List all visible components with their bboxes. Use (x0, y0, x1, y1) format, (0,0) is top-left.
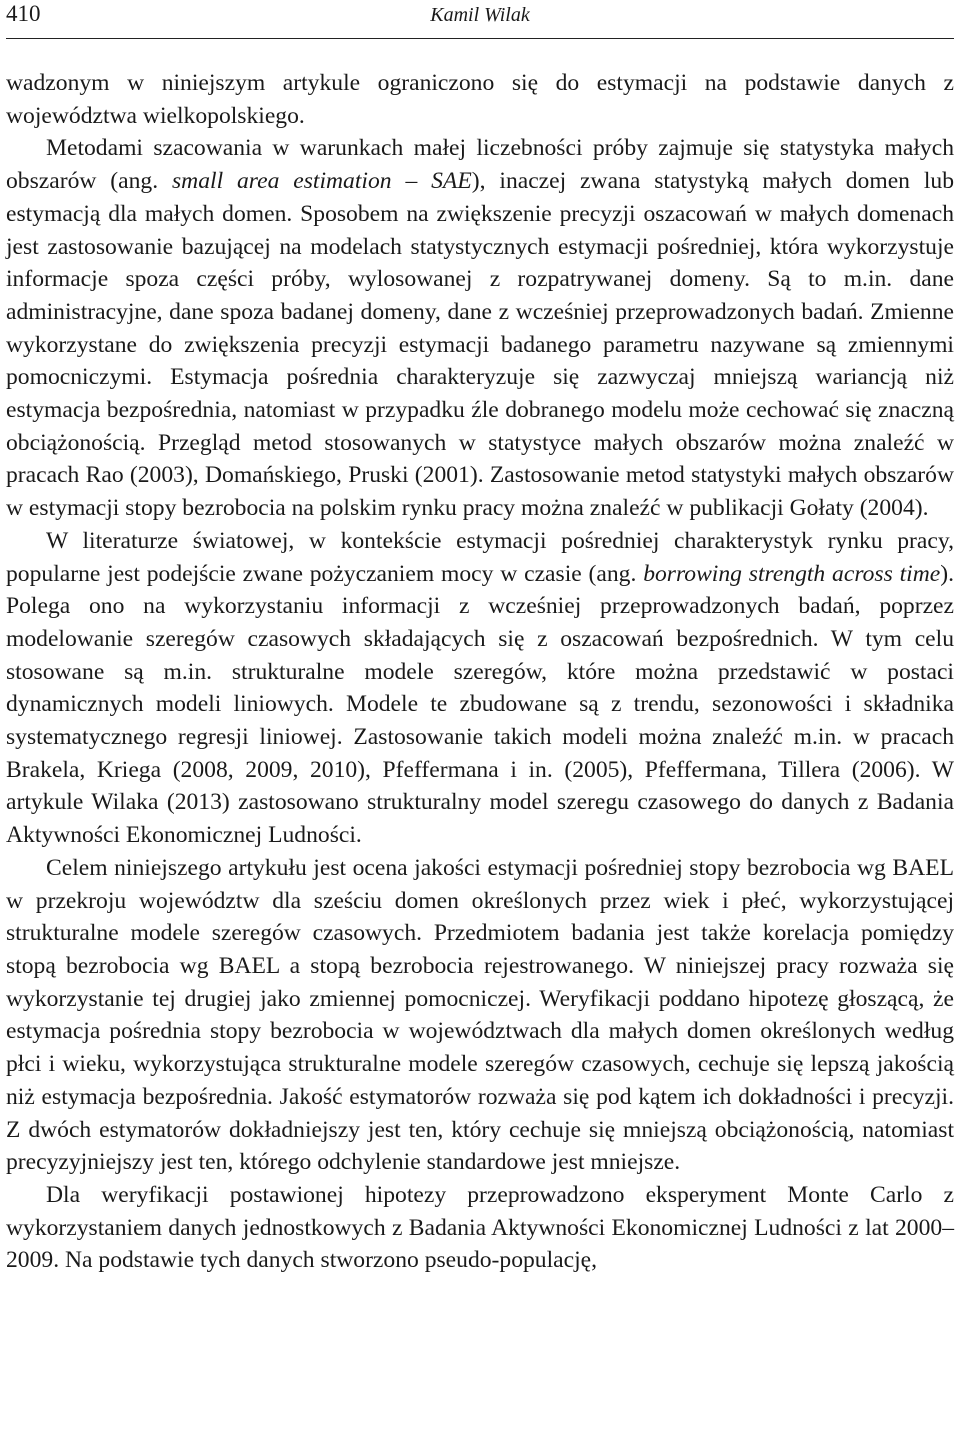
page-header (6, 0, 954, 39)
paragraph-text: wadzonym w niniejszym artykule ograniczono się do estymacji na podstawie danych z województwa wielkopolskiego. (6, 70, 954, 129)
paragraph-sae (6, 132, 954, 524)
body-text (6, 67, 954, 1277)
page-number: 410 (6, 1, 41, 26)
paragraph-aim (6, 852, 954, 1179)
paragraph-monte-carlo (6, 1179, 954, 1277)
paragraph-text: ). Polega ono na wykorzystaniu informacji z wcześniej przeprowadzonych badań, poprzez modelowanie szeregów czasowych składających się z oszacowań bezpośrednich. W tym celu stosowane są m.in. strukturalne modele szeregów, które można przedstawić w postaci dynamicznych modeli liniowych. Modele te zbudowane są z trendu, sezonowości i składnika systematycznego regresji liniowej. Zastosowanie takich modeli można znaleźć m.in. w pracach Brakela, Kriega (2008, 2009, 2010), Pfeffermana i in. (2005), Pfeffermana, Tillera (2006). W artykule Wilaka (2013) zastosowano strukturalny model szeregu czasowego do danych z Badania Aktywności Ekonomicznej Ludności. (6, 560, 954, 849)
paragraph-text: W literaturze światowej, w kontekście estymacji pośredniej charakterystyk rynku pracy, popularne jest podejście zwane pożyczaniem mocy w czasie (ang. (6, 527, 954, 587)
italic-term: borrowing strength across time (643, 560, 941, 587)
paragraph-borrowing-strength (6, 525, 954, 852)
paragraph-text: ), inaczej zwana statystyką małych domen lub estymacją dla małych domen. Sposobem na zwiększenie precyzji oszacowań w małych domenach jest zastosowanie bazującej na modelach statystycznych estymacji pośredniej, która wykorzystuje informacje spoza części próby, wylosowanej z rozpatrywanej domeny. Są to m.in. dane administracyjne, dane spoza badanej domeny, dane z wcześniej przeprowadzonych badań. Zmienne wykorzystane do zwiększenia precyzji estymacji badanego parametru nazywane są zmiennymi pomocniczymi. Estymacja pośrednia charakteryzuje się zazwyczaj mniejszą wariancją niż estymacja bezpośrednia, natomiast w przypadku źle dobranego modelu może cechować się znaczną obciążonością. Przegląd metod stosowanych w statystyce małych obszarów można znaleźć w pracach Rao (2003), Domańskiego, Pruski (2001). Zastosowanie metod statystyki małych obszarów w estymacji stopy bezrobocia na polskim rynku pracy można znaleźć w publikacji Gołaty (2004). (6, 168, 954, 522)
paragraph-continued (6, 67, 954, 132)
paragraph-text: Dla weryfikacji postawionej hipotezy przeprowadzono eksperyment Monte Carlo z wykorzystaniem danych jednostkowych z Badania Aktywności Ekonomicznej Ludności z lat 2000–2009. Na podstawie tych danych stworzono pseudo-populację, (6, 1181, 954, 1274)
running-head-author: Kamil Wilak (430, 4, 530, 26)
paragraph-text: Metodami szacowania w warunkach małej liczebności próby zajmuje się statystyka małych obszarów (ang. (6, 135, 954, 195)
paragraph-text: Celem niniejszego artykułu jest ocena jakości estymacji pośredniej stopy bezrobocia wg BAEL w przekroju województw dla sześciu domen określonych przez wiek i płeć, wykorzystującej strukturalne modele szeregów czasowych. Przedmiotem badania jest także korelacja pomiędzy stopą bezrobocia wg BAEL a stopą bezrobocia rejestrowanego. W niniejszej pracy rozważa się wykorzystanie tej drugiej jako zmiennej pomocniczej. Weryfikacji poddano hipotezę głoszącą, że estymacja pośrednia stopy bezrobocia w województwach dla małych domen określonych według płci i wieku, wykorzystująca strukturalne modele szeregów czasowych, cechuje się lepszą jakością niż estymacja bezpośrednia. Jakość estymatorów rozważa się pod kątem ich dokładności i precyzji. Z dwóch estymatorów dokładniejszy jest ten, który cechuje się mniejszą obciążonością, natomiast precyzyjniejszy jest ten, którego odchylenie standardowe jest mniejsze. (6, 854, 954, 1176)
italic-term: small area estimation – SAE (172, 168, 472, 195)
